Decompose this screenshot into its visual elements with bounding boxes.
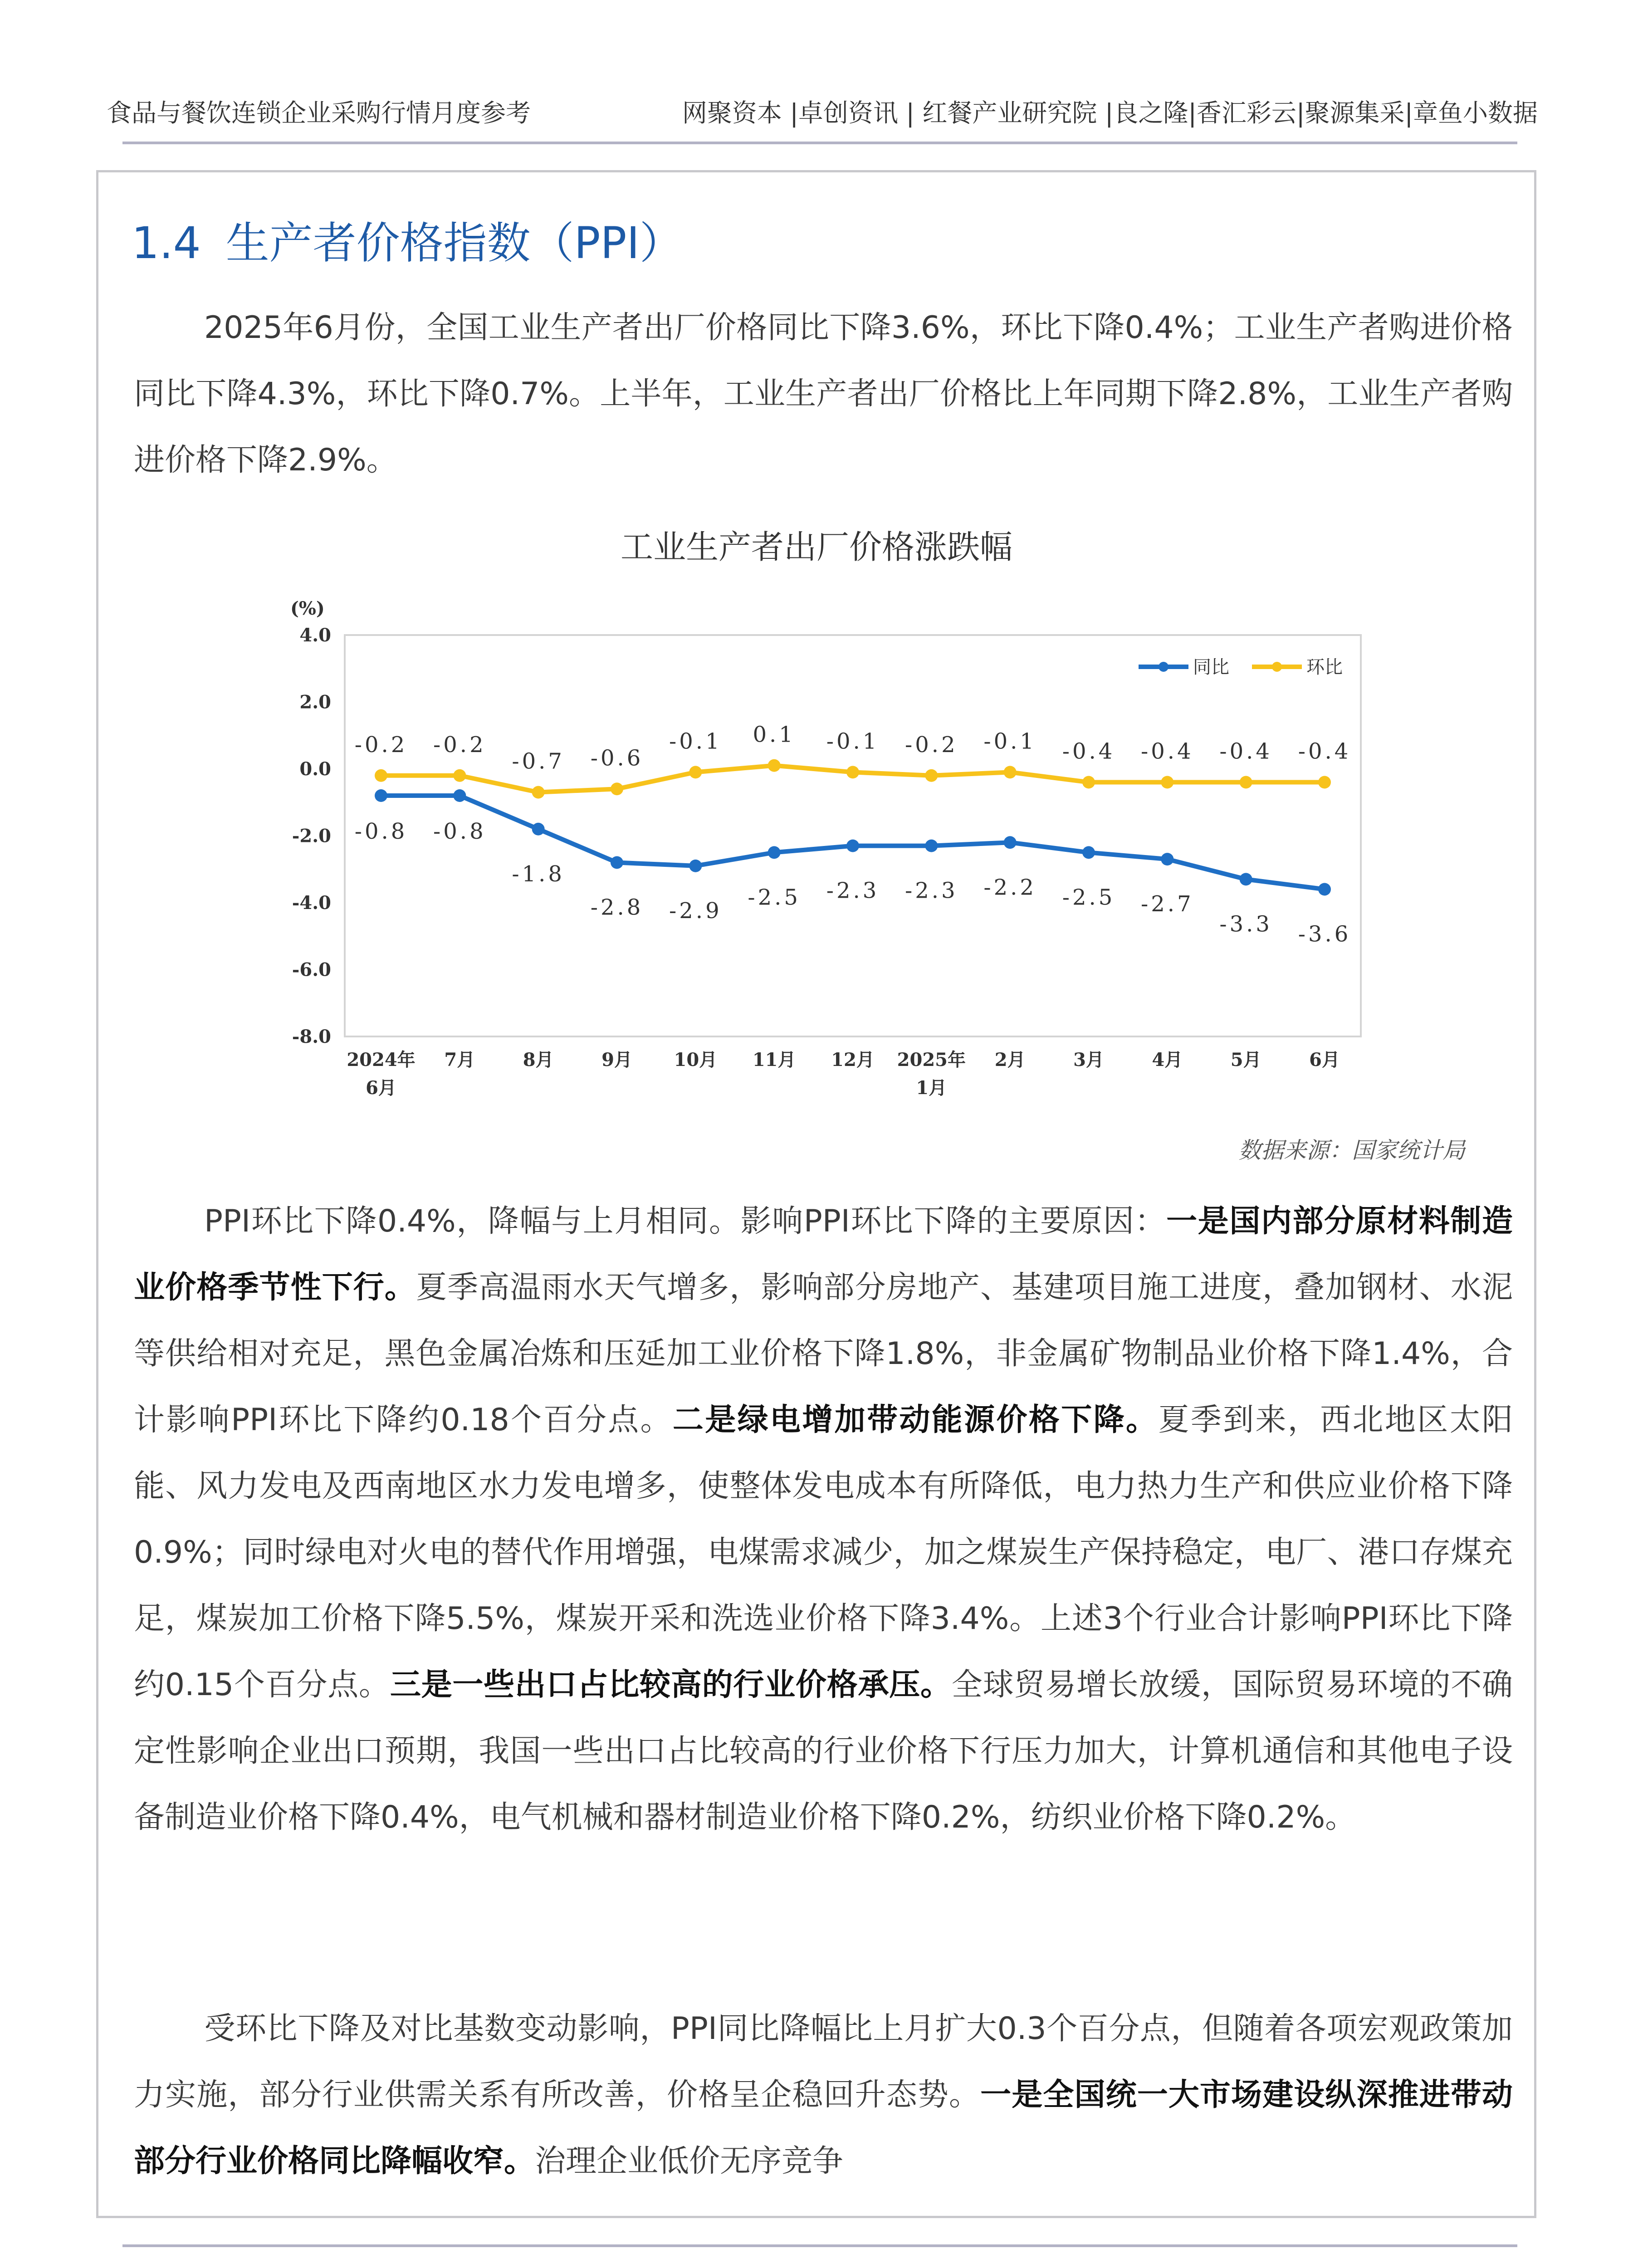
data-point [611,856,623,869]
p3-point-1: 一是全国统一大市场建设纵深推进带动部分行业价格同比降幅收窄。 [134,2077,1513,2179]
data-label: -0.8 [354,819,408,844]
header-partners: 网聚资本 |卓创资讯 | 红餐产业研究院 |良之隆|香汇彩云|聚源集采|章鱼小数据 [682,98,1538,127]
data-label: -0.2 [354,732,408,758]
data-label: -0.4 [1219,738,1272,764]
legend-label-0: 同比 [1193,657,1229,678]
chart-title: 工业生产者出厂价格涨跌幅 [620,528,1012,566]
p2-text-2: 夏季高温雨水天气增多，影响部分房地产、基建项目施工进度，叠加钢材、水泥等供给相对充足，黑色金属冶炼和压延加工业价格下降1.8%，非金属矿物制品业价格下降1.4%，合计影响PPI环比下降约0.18个百分点。 [134,1270,1513,1438]
p2-point-1: 一是国内部分原材料制造业价格季节性下行。 [134,1203,1513,1305]
p3-text-2: 治理企业低价无序竞争 [535,2143,844,2179]
data-label: 0.1 [753,722,796,748]
plot-area [345,635,1361,1036]
header-divider [122,142,1517,144]
data-label: -3.6 [1298,921,1351,947]
data-label: -0.6 [590,745,644,771]
x-tick-label: 2025年 [897,1049,966,1070]
x-tick-label: 4月 [1152,1049,1183,1070]
p2-point-2: 二是绿电增加带动能源价格下降。 [672,1402,1159,1438]
p2-text-3: 夏季到来，西北地区太阳能、风力发电及西南地区水力发电增多，使整体发电成本有所降低，电力热力生产和供应业价格下降0.9%；同时绿电对火电的替代作用增强，电煤需求减少，加之煤炭生产保持稳定，电厂、港口存煤充足，煤炭加工价格下降5.5%，煤炭开采和洗选业价格下降3.4%。上述3个行业合计影响PPI环比下降约0.15个百分点。 [134,1402,1513,1703]
data-point [768,759,781,772]
y-tick-label: -4.0 [292,892,331,914]
x-tick-label: 8月 [523,1049,554,1070]
data-label: -2.5 [1062,885,1115,910]
x-tick-label: 6月 [1309,1049,1340,1070]
y-tick-label: -6.0 [292,959,331,981]
data-label: -0.2 [433,732,486,758]
data-label: -0.7 [512,748,565,774]
y-tick-label: 2.0 [299,691,331,713]
data-point [1161,853,1173,865]
data-point [1082,846,1095,859]
data-label: -2.3 [826,878,880,904]
analysis-paragraph-mom [134,1188,1513,1851]
x-tick-label: 7月 [444,1049,475,1070]
data-source: 数据来源：国家统计局 [1238,1137,1465,1163]
x-tick-label: 5月 [1230,1049,1261,1070]
x-tick-label: 1月 [916,1077,947,1099]
data-label: -0.1 [983,728,1037,754]
data-label: -0.1 [669,728,722,754]
data-label: -2.7 [1141,891,1194,917]
data-point [1004,766,1017,778]
data-label: -0.2 [905,732,958,758]
x-tick-label: 10月 [674,1049,718,1070]
p3-text-1: 受环比下降及对比基数变动影响，PPI同比降幅比上月扩大0.3个百分点，但随着各项宏观政策加力实施，部分行业供需关系有所改善，价格呈企稳回升态势。 [134,2011,1513,2113]
data-label: -2.2 [983,875,1037,900]
data-label: -3.3 [1219,911,1272,937]
x-tick-label: 2月 [994,1049,1026,1070]
legend-marker-0 [1159,662,1169,672]
data-point [1240,776,1252,789]
y-tick-label: -8.0 [292,1026,331,1047]
p2-text-1: PPI环比下降0.4%，降幅与上月相同。影响PPI环比下降的主要原因： [204,1203,1167,1239]
data-point [453,789,466,802]
data-label: -0.4 [1141,738,1194,764]
data-point [532,823,545,836]
x-tick-label: 9月 [601,1049,632,1070]
section-number: 1.4 [132,218,201,269]
data-point [689,860,702,872]
section-heading: 生产者价格指数（PPI） [225,218,683,269]
data-point [532,786,545,799]
x-tick-label: 6月 [366,1077,396,1099]
legend-marker-1 [1272,662,1282,672]
data-point [1161,776,1173,789]
data-point [453,769,466,782]
y-tick-label: 0.0 [299,758,331,780]
data-point [375,789,387,802]
x-tick-label: 12月 [831,1049,875,1070]
data-point [1240,873,1252,885]
page-header [107,91,1538,127]
data-point [846,766,859,778]
x-tick-label: 11月 [752,1049,796,1070]
data-label: -2.9 [669,898,722,924]
p2-text-4: 全球贸易增长放缓，国际贸易环境的不确定性影响企业出口预期，我国一些出口占比较高的行业价格下行压力加大，计算机通信和其他电子设备制造业价格下降0.4%，电气机械和器材制造业价格下降0.2%，纺织业价格下降0.2%。 [134,1667,1513,1835]
section-title [132,209,683,271]
intro-paragraph [134,295,1513,494]
data-point [1318,883,1331,896]
data-label: -1.8 [512,861,565,887]
ppi-line-chart [254,576,1397,1111]
intro-text: 2025年6月份，全国工业生产者出厂价格同比下降3.6%，环比下降0.4%；工业生产者购进价格同比下降4.3%，环比下降0.7%。上半年，工业生产者出厂价格比上年同期下降2.8%，工业生产者购进价格下降2.9%。 [134,310,1513,478]
y-axis-unit: (%) [290,598,325,619]
data-point [611,782,623,795]
data-point [925,769,938,782]
p2-point-3: 三是一些出口占比较高的行业价格承压。 [390,1667,952,1703]
data-point [925,840,938,852]
legend-label-1: 环比 [1306,657,1343,678]
y-tick-label: -2.0 [292,825,331,847]
x-tick-label: 3月 [1073,1049,1104,1070]
analysis-paragraph-yoy [134,1996,1513,2195]
y-tick-label: 4.0 [299,625,331,646]
data-label: -0.1 [826,728,880,754]
data-label: -2.5 [748,885,801,910]
data-point [1082,776,1095,789]
data-label: -0.4 [1298,738,1351,764]
data-point [689,766,702,778]
data-label: -2.8 [590,894,644,920]
data-point [768,846,781,859]
x-tick-label: 2024年 [347,1049,416,1070]
data-point [1004,836,1017,849]
data-label: -2.3 [905,878,958,904]
data-point [846,840,859,852]
footer-divider [122,2244,1517,2247]
data-label: -0.8 [433,819,486,844]
data-label: -0.4 [1062,738,1115,764]
data-point [375,769,387,782]
header-report-title: 食品与餐饮连锁企业采购行情月度参考 [107,98,531,127]
data-point [1318,776,1331,789]
